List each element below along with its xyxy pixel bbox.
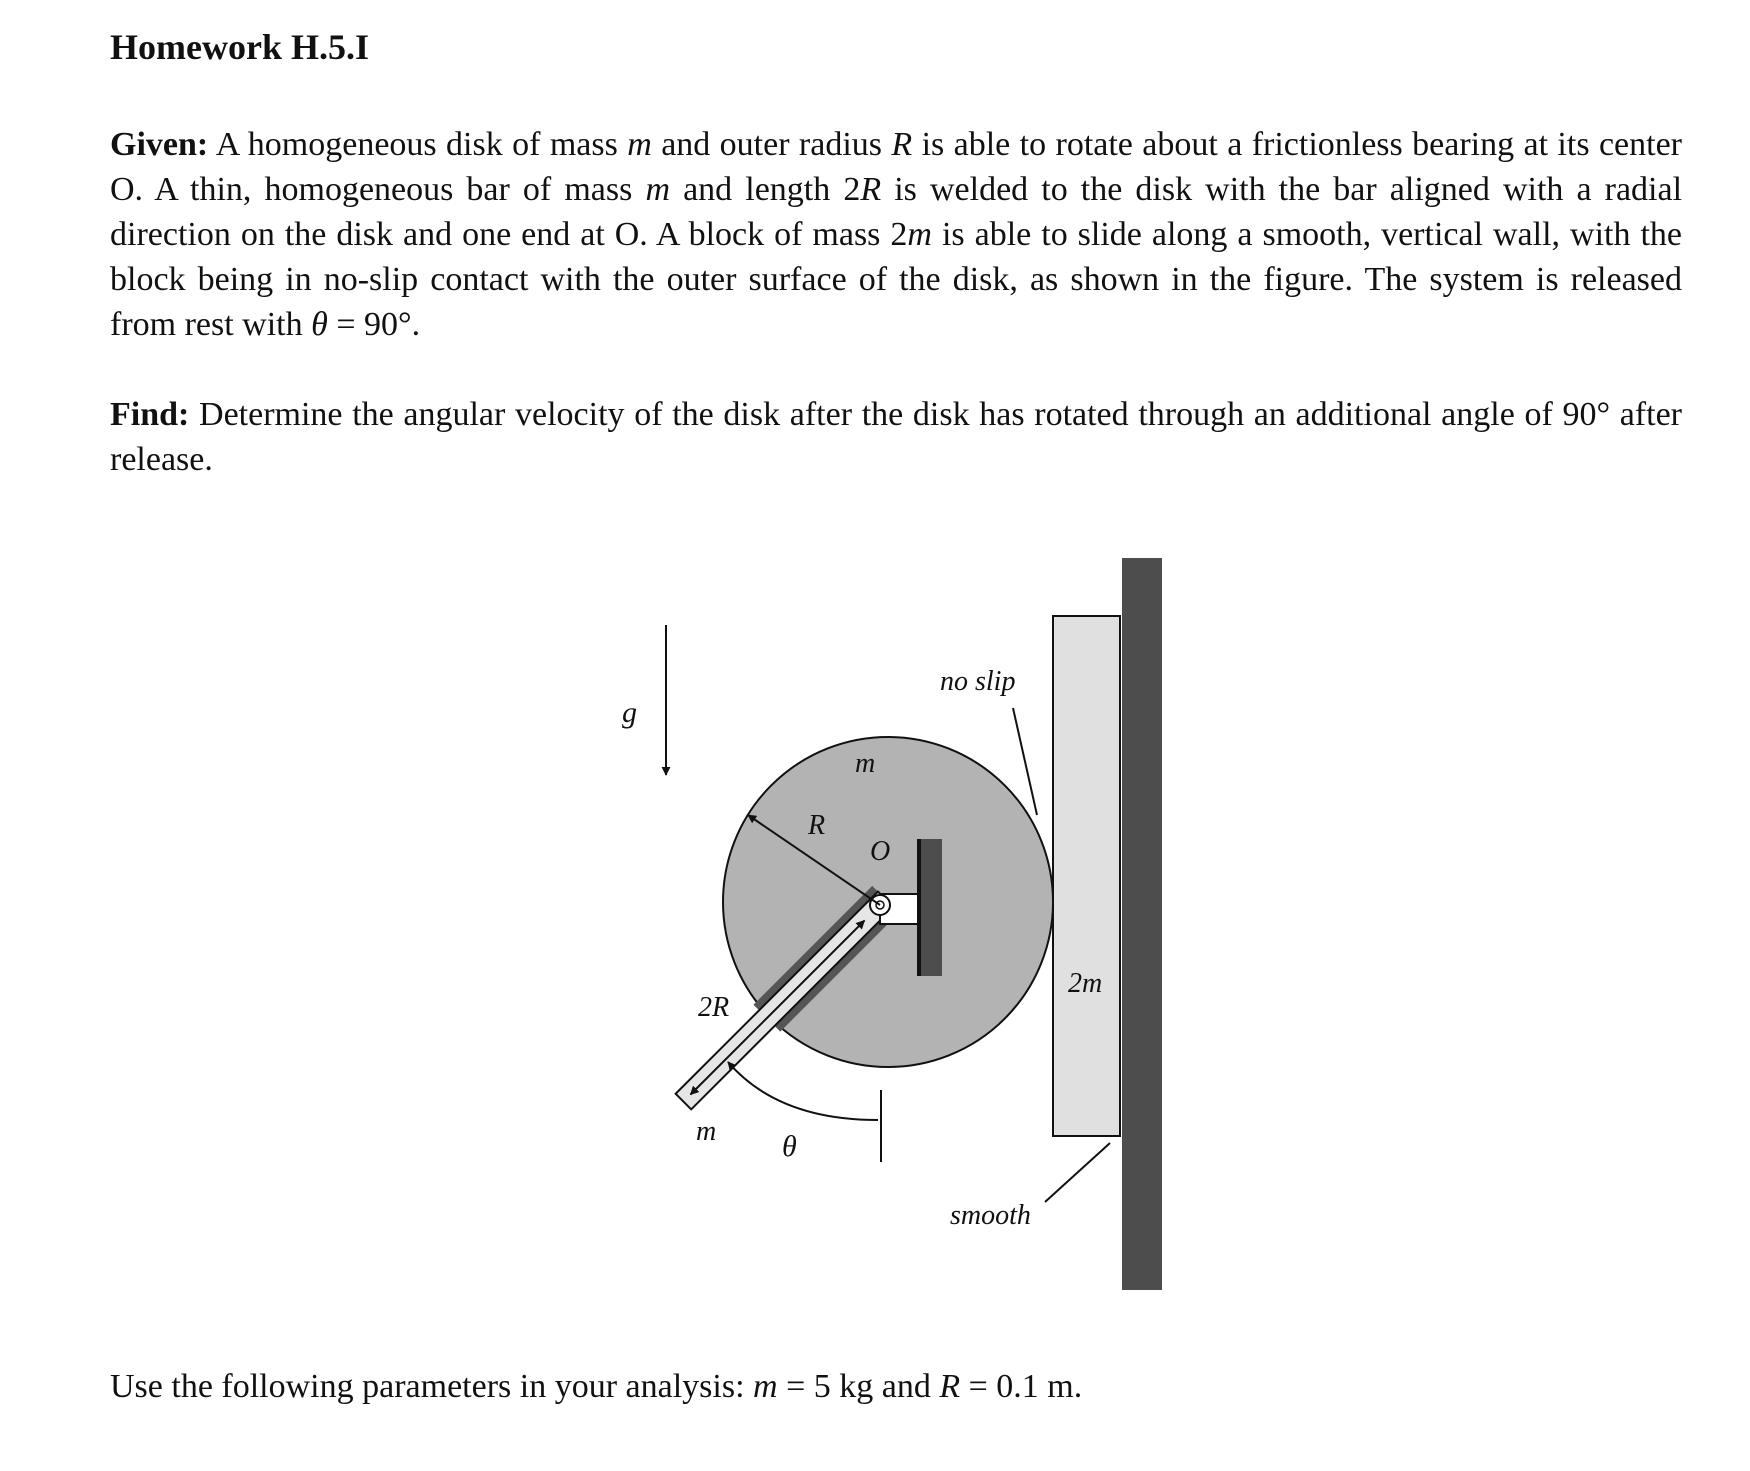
- smooth-label: smooth: [950, 1200, 1031, 1231]
- smooth-leader: [1045, 1143, 1110, 1202]
- sliding-block: [1053, 616, 1120, 1136]
- given-text-5: is welded to the disk with the bar aligned with a radial direction on the disk and one end at O. A block of mass 2: [110, 171, 1683, 253]
- params-radius-symbol: R: [939, 1368, 961, 1405]
- given-text-1: A homogeneous disk of mass: [215, 126, 618, 163]
- disk-mass-label: m: [855, 748, 876, 779]
- wall: [1122, 558, 1162, 1290]
- given-mass-symbol-2: m: [645, 171, 670, 208]
- given-radius-symbol-2: R: [860, 171, 882, 208]
- given-text-3: is able to rotate about a frictionless bearing at its center O. A thin, homogeneous bar of mass: [110, 126, 1682, 208]
- bar-mass-label: m: [696, 1116, 717, 1147]
- given-text-2: and outer radius: [661, 126, 883, 163]
- parameters-line: [110, 1368, 1082, 1406]
- given-radius-symbol-1: R: [891, 126, 913, 163]
- given-text-7: = 90°.: [336, 306, 421, 343]
- theta-label: θ: [782, 1130, 797, 1163]
- given-text-6: is able to slide along a smooth, vertical wall, with the block being in no-slip contact with the outer surface of the disk, as shown in the figure. The system is released from rest with: [110, 216, 1682, 343]
- gravity-label: g: [622, 696, 637, 729]
- radius-label: R: [808, 810, 826, 841]
- given-mass-symbol-1: m: [627, 126, 652, 163]
- params-text-2: = 5 kg and: [786, 1368, 931, 1405]
- bar-length-label: 2R: [698, 992, 730, 1023]
- given-label: Given:: [110, 126, 209, 163]
- center-label: O: [870, 836, 891, 867]
- homework-title: Homework H.5.I: [110, 27, 369, 67]
- given-mass-symbol-3: m: [907, 216, 932, 253]
- block-mass-label: 2m: [1068, 968, 1103, 999]
- theta-arc: [728, 1062, 878, 1120]
- find-label: Find:: [110, 396, 190, 433]
- find-text: Determine the angular velocity of the disk after the disk has rotated through an additional angle of 90° after release.: [110, 396, 1682, 478]
- params-text-1: Use the following parameters in your analysis:: [110, 1368, 745, 1405]
- no-slip-label: no slip: [940, 666, 1016, 697]
- given-theta-symbol: θ: [311, 306, 328, 343]
- params-mass-symbol: m: [753, 1368, 778, 1405]
- given-text-4: and length 2: [683, 171, 861, 208]
- params-text-3: = 0.1 m.: [968, 1368, 1083, 1405]
